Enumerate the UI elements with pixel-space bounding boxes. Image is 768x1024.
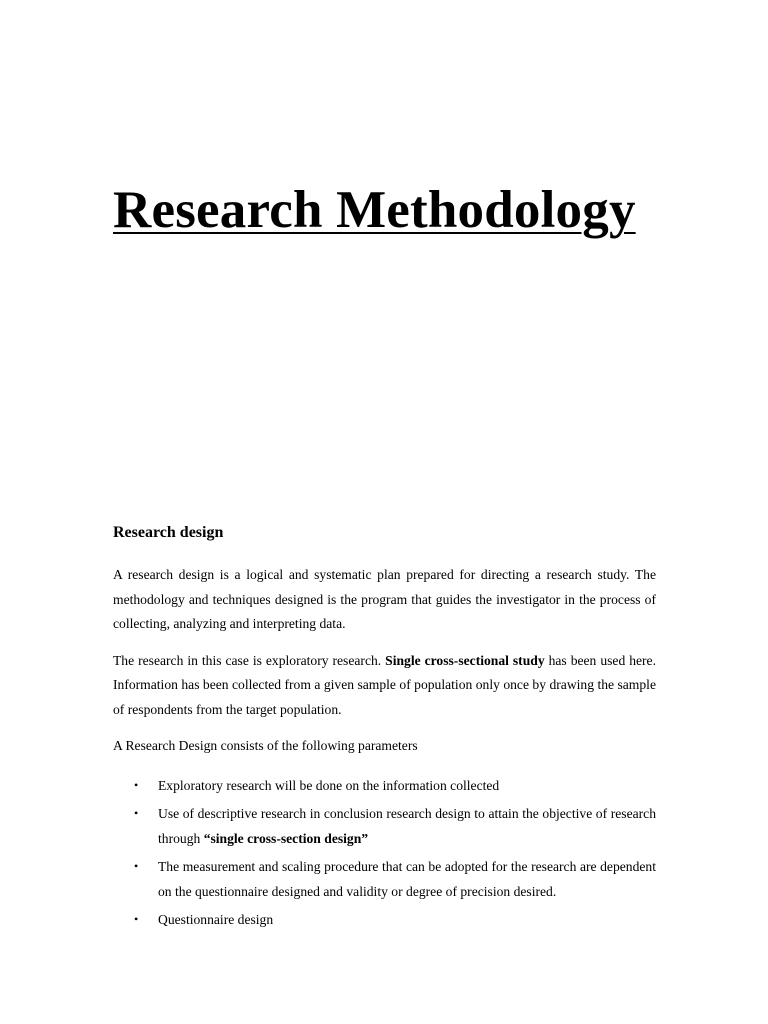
paragraph-text: has been used here. Information has been collected from a given sample of population only once by drawing the sample of respondents from the target population.	[113, 652, 656, 717]
paragraph-research-type	[113, 649, 656, 723]
list-item	[113, 907, 656, 932]
list-item-text: The measurement and scaling procedure that can be adopted for the research are dependent on the questionnaire designed and validity or degree of precision desired.	[158, 858, 656, 899]
list-item-text: Exploratory research will be done on the information collected	[158, 777, 500, 793]
bullet-icon: •	[134, 911, 139, 926]
document-body	[113, 520, 656, 935]
paragraph-research-design-definition: A research design is a logical and systematic plan prepared for directing a research study. The methodology and techniques designed is the program that guides the investigator in the process of collecting, analyzing and interpreting data.	[113, 567, 656, 631]
list-item	[113, 773, 656, 798]
bullet-icon: •	[134, 805, 139, 820]
paragraph-text: The research in this case is exploratory research.	[113, 652, 386, 668]
page-title: Research Methodology	[113, 181, 636, 239]
section-heading: Research design	[113, 524, 224, 541]
bold-term: Single cross-sectional study	[385, 652, 545, 668]
list-item	[113, 854, 656, 904]
parameters-list	[113, 773, 656, 932]
list-item-text: Use of descriptive research in conclusion research design to attain the objective of research through	[158, 805, 656, 846]
paragraph-parameters-intro: A Research Design consists of the following parameters	[113, 738, 418, 753]
list-item-text: Questionnaire design	[158, 911, 274, 927]
list-item	[113, 801, 656, 851]
bullet-icon: •	[134, 858, 139, 873]
bullet-icon: •	[134, 777, 139, 792]
bold-term: “single cross-section design”	[203, 830, 369, 846]
